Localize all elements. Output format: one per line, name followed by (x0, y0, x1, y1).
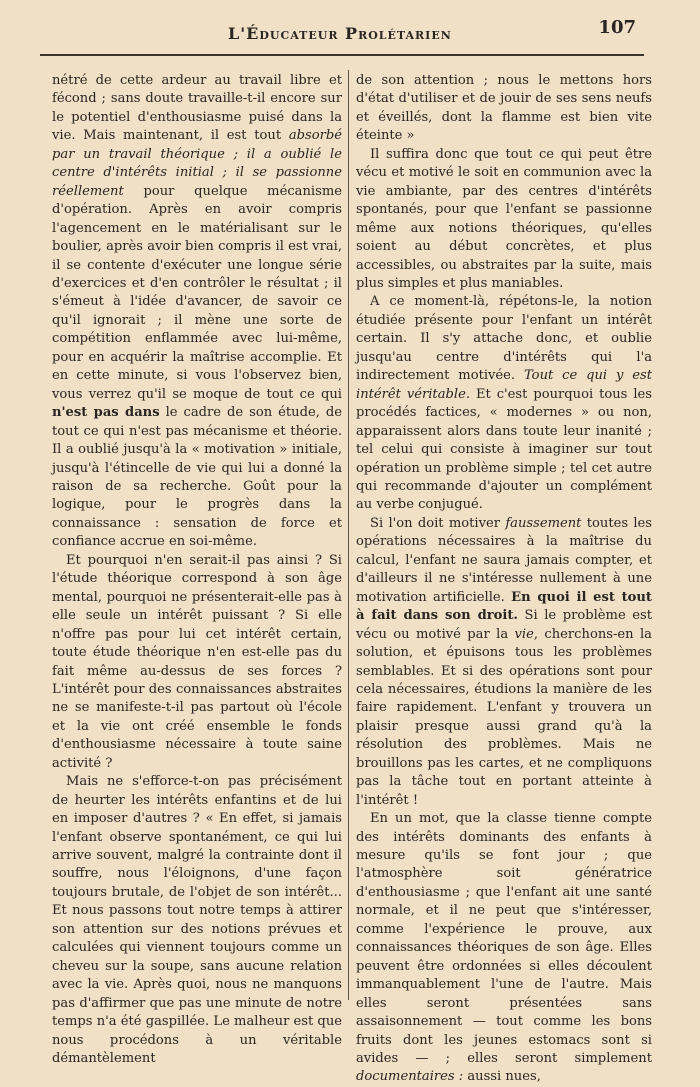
page-header (40, 14, 644, 56)
right-column (356, 72, 652, 1087)
text-span: A ce moment-là, répétons-le, la notion étudiée présente pour l'enfant un intérêt certain. Il s'y attache donc, et oublie jusqu'au centre d'intérêts qui l'a indirectement motivée. (356, 294, 652, 384)
journal-title: L'Éducateur Prolétarien (228, 24, 452, 43)
text-span: Si l'on doit motiver (370, 515, 506, 531)
text-span: , cherchons-en la solution, et épuisons tous les problèmes semblables. Et si des opérations sont pour cela nécessaires, étudions la manière de les faire rapidement. L'enfant y trouvera un plaisir presque aussi grand qu'à la résolution des problèmes. Mais ne brouillons pas les cartes, et ne compliquons pas la tâche tout en portant atteinte à l'intérêt ! (356, 626, 652, 808)
text-span: Si le problème est vécu ou motivé par la (356, 608, 652, 642)
left-paragraph-3: Mais ne s'efforce-t-on pas précisément de heurter les intérêts enfantins et de lui en imposer d'autres ? « En effet, si jamais l'enfant observe spontanément, ce qui lui arrive souvent, malgré la contrainte dont il souffre, nous l'éloignons, d'une façon toujours brutale, de l'objet de son intérêt... Et nous passons tout notre temps à attirer son attention sur des notions prévues et calculées qui viennent toujours comme un cheveu sur la soupe, sans aucune relation avec la vie. Après quoi, nous ne manquons pas d'affirmer que pas une minute de notre temps n'a été gaspillée. Le malheur est que nous procédons à un véritable démantèlement (52, 774, 342, 1067)
italic-span: Tout ce qui y est intérêt véritable. (356, 368, 652, 402)
right-paragraph-1: de son attention ; nous le mettons hors d'état d'utiliser et de jouir de ses sens neufs et éveillés, dont la flamme est bien vite éteinte » (356, 73, 652, 144)
text-span: nétré de cette ardeur au travail libre et fécond ; sans doute travaille-t-il encore sur le potentiel d'enthousiasme puisé dans la vie. Mais maintenant, il est tout (52, 73, 342, 144)
text-span: En un mot, que la classe tienne compte des intérêts dominants des enfants à mesure qu'ils se font jour ; que l'atmosphère soit génératrice d'enthousiasme ; que l'enfant ait une santé normale, et il ne peut que s'intéresser, comme l'expérience le prouve, aux connaissances théoriques de son âge. Elles peuvent être ordonnées si elles découlent immanquablement l'une de l'autre. Mais elles seront présentées sans assaisonnement — tout comme les bons fruits dont les jeunes estomacs sont si avides — ; elles seront simplement (356, 811, 652, 1067)
page-number: 107 (598, 17, 636, 38)
right-paragraph-3 (356, 293, 652, 514)
text-span: aussi nues, (463, 1069, 541, 1085)
italic-span: vie (514, 626, 534, 642)
italic-span: documentaires : (356, 1069, 464, 1085)
right-paragraph-2: Il suffira donc que tout ce qui peut être vécu et motivé le soit en communion avec la vie ambiante, par des centres d'intérêts spontanés, pour que l'enfant se passionne même aux notions théoriques, qu'elles soient au début concrètes, et plus accessibles, ou abstraites par la suite, mais plus simples et plus maniables. (356, 146, 652, 291)
text-span: le cadre de son étude, de tout ce qui n'est pas mécanisme et théorie. Il a oublié jusqu'à la « motivation » initiale, jusqu'à l'étincelle de vie qui lui a donné la raison de sa recherche. Goût pour la logique, pour le progrès dans la connaissance : sensation de force et confiance accrue en soi-même. (52, 405, 342, 550)
left-paragraph-2: Et pourquoi n'en serait-il pas ainsi ? Si l'étude théorique correspond à son âge mental, pourquoi ne présenterait-elle pas à elle seule un intérêt puissant ? Si elle n'offre pas pour lui cet intérêt certain, toute étude théorique n'en est-elle pas du fait même au-dessus de ses forces ? L'intérêt pour des connaissances abstraites ne se manifeste-t-il pas partout où l'école et la vie ont créé ensemble le fonds d'enthousiasme nécessaire à toute saine activité ? (52, 552, 342, 771)
text-span: toutes les opérations nécessaires à la maîtrise du calcul, l'enfant ne saura jamais compter, et d'ailleurs il ne s'intéresse nullement à une motivation artificielle. (356, 515, 653, 605)
text-span: Et c'est pourquoi tous les procédés factices, « modernes » ou non, apparaissent alors dans toute leur inanité ; tel celui qui consiste à imaginer sur tout opération un problème simple ; tel cet autre qui recommande d'ajouter un complément au verbe conjugué. (356, 386, 652, 513)
left-column (52, 72, 342, 1068)
right-paragraph-4 (356, 515, 652, 810)
right-paragraph-5 (356, 810, 652, 1087)
italic-span: absorbé par un travail théorique ; il a oublié le centre d'intérêts initial ; il se passionne réellement (52, 128, 342, 199)
italic-span: faussement (505, 515, 582, 531)
left-paragraph-1 (52, 72, 342, 552)
column-divider (348, 70, 349, 1000)
bold-span: n'est pas dans (52, 405, 160, 421)
text-span: pour quelque mécanisme d'opération. Après en avoir compris l'agencement en le matérialisant sur le boulier, après avoir bien compris il est vrai, il se contente d'exécuter une longue série d'exercices et d'en contrôler le résultat ; il s'émeut à l'idée d'avancer, de savoir ce qu'il ignorait ; il mène une sorte de compétition enflammée avec lui-même, pour en acquérir la maîtrise accomplie. Et en cette minute, si vous l'observez bien, vous verrez qu'il se moque de tout ce qui (52, 183, 342, 402)
bold-span: En quoi il est tout à fait dans son droit. (356, 589, 652, 624)
